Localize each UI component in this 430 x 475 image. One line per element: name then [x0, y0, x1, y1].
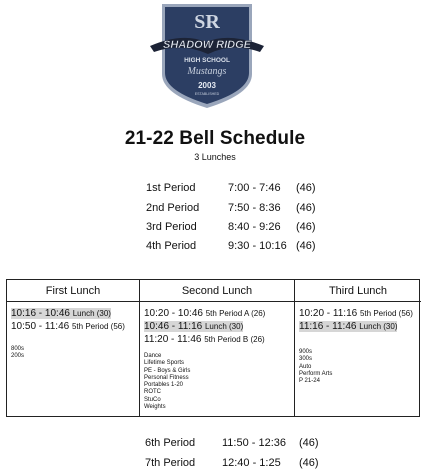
logo-name: SHADOW RIDGE [163, 39, 251, 51]
entry-label: 5th Period (56) [359, 309, 413, 318]
lunch-heading: Third Lunch [295, 280, 421, 302]
group-item: PE - Boys & Girls [144, 367, 191, 374]
entry-time: 11:16 - 11:46 [299, 321, 357, 332]
period-time: 12:40 - 1:25 [222, 457, 281, 469]
lunch-column-third [295, 280, 421, 416]
lunch-column-second [140, 280, 295, 416]
entry-time: 11:20 - 11:46 [144, 334, 202, 345]
lunch-entry [11, 308, 111, 319]
period-time: 7:00 - 7:46 [228, 182, 281, 194]
group-list [299, 349, 332, 385]
period-name: 3rd Period [146, 221, 197, 233]
lunch-heading: First Lunch [7, 280, 139, 302]
group-item: Personal Fitness [144, 374, 189, 381]
entry-label: Lunch (30) [359, 322, 398, 331]
period-name: 2nd Period [146, 202, 200, 214]
group-item: 300s [299, 356, 313, 363]
period-minutes: (46) [299, 457, 319, 469]
period-time: 9:30 - 10:16 [228, 240, 287, 252]
period-name: 1st Period [146, 182, 196, 194]
period-minutes: (46) [299, 437, 319, 449]
group-item: StuCo [144, 396, 161, 403]
period-minutes: (46) [296, 182, 316, 194]
lunch-column-first [7, 280, 140, 416]
entry-time: 10:20 - 10:46 [144, 308, 203, 319]
period-minutes: (46) [296, 240, 316, 252]
period-name: 6th Period [145, 437, 196, 449]
lunch-entry [11, 321, 125, 332]
entry-label: 5th Period B (26) [204, 335, 265, 344]
page-title: 21-22 Bell Schedule [124, 128, 306, 149]
entry-label: 5th Period A (26) [205, 309, 266, 318]
entry-label: Lunch (30) [72, 309, 111, 318]
group-list [11, 346, 24, 361]
group-item: Perform Arts [299, 370, 333, 377]
entry-time: 10:46 - 11:16 [144, 321, 203, 332]
group-item: 800s [11, 346, 25, 352]
period-time: 11:50 - 12:36 [222, 437, 287, 449]
period-time: 8:40 - 9:26 [228, 221, 281, 233]
lunch-heading: Second Lunch [140, 280, 294, 302]
lunch-table [6, 279, 420, 417]
period-time: 7:50 - 8:36 [228, 202, 281, 214]
lunch-entry [144, 334, 265, 345]
logo-school: HIGH SCHOOL [184, 57, 230, 64]
group-item: 900s [299, 349, 313, 355]
entry-label: 5th Period (56) [71, 322, 125, 331]
group-item: Portables 1-20 [144, 382, 184, 389]
entry-time: 10:20 - 11:16 [299, 308, 358, 319]
logo-monogram: SR [194, 11, 220, 33]
lunch-entry [299, 308, 413, 319]
period-name: 7th Period [145, 457, 196, 469]
period-minutes: (46) [296, 221, 316, 233]
entry-time: 10:16 - 10:46 [11, 308, 70, 319]
lunch-entry [144, 308, 265, 319]
period-name: 4th Period [146, 240, 197, 252]
logo-established: ESTABLISHED [194, 92, 220, 96]
entry-label: Lunch (30) [204, 322, 244, 331]
group-item: 200s [11, 353, 25, 360]
group-item: Weights [144, 404, 166, 411]
group-item: P 21-24 [299, 378, 320, 385]
group-item: ROTC [144, 389, 161, 396]
group-item: Lifetime Sports [144, 360, 185, 367]
page-subtitle: 3 Lunches [194, 152, 236, 162]
logo-year: 2003 [198, 81, 216, 90]
entry-time: 10:50 - 11:46 [11, 321, 70, 332]
lunch-entry [299, 321, 397, 332]
group-item: Auto [299, 363, 312, 370]
logo-mascot: Mustangs [187, 66, 227, 77]
school-logo [142, 2, 272, 110]
lunch-entry [144, 321, 243, 332]
group-list [144, 353, 190, 411]
period-minutes: (46) [296, 202, 316, 214]
group-item: Dance [144, 353, 162, 359]
